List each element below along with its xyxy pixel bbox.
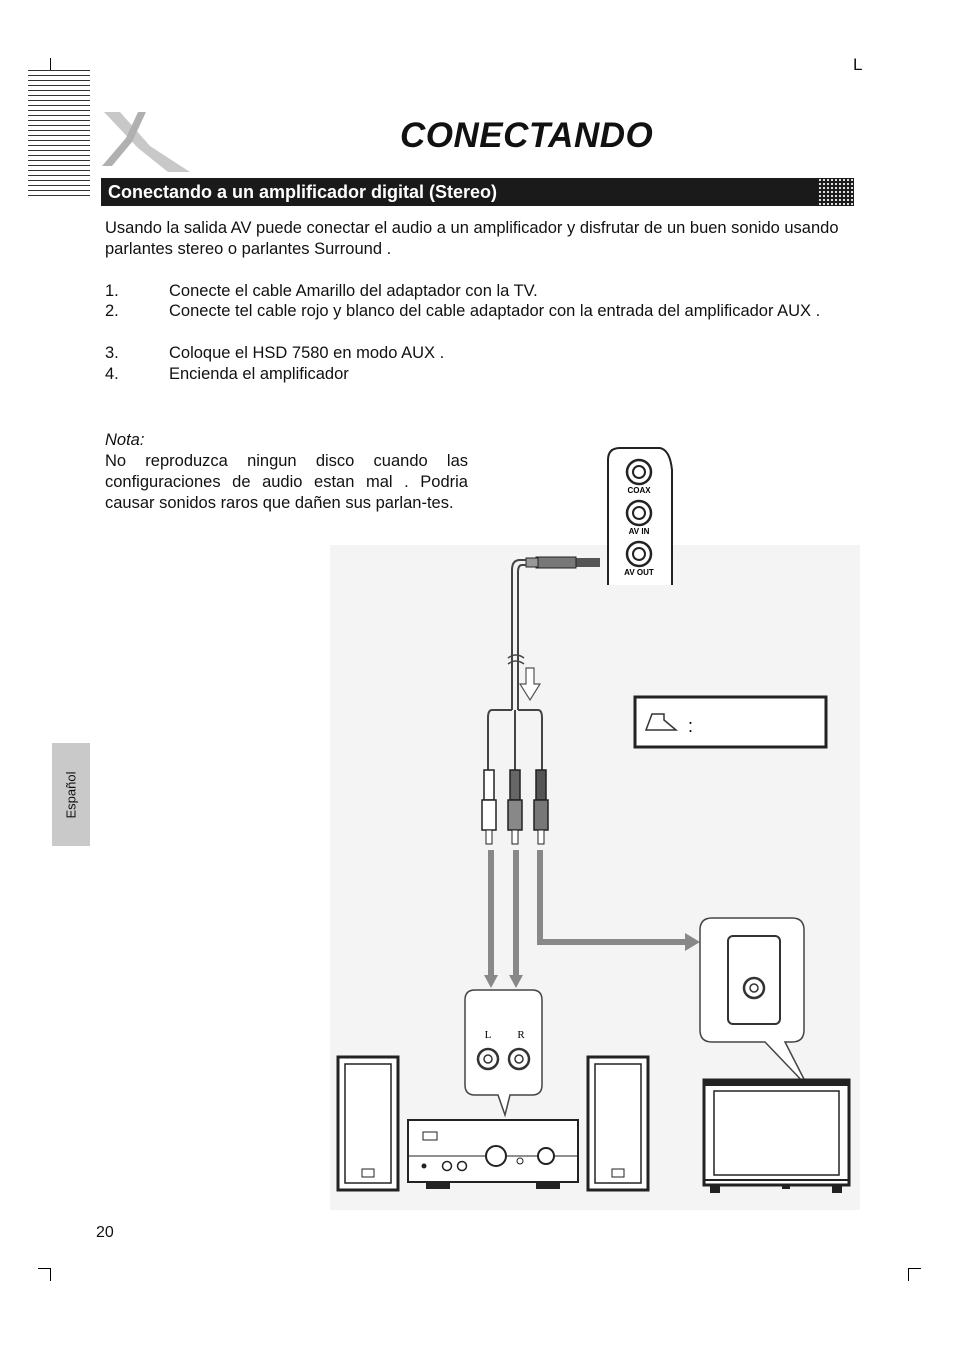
right-speaker-icon	[588, 1057, 648, 1190]
section-heading: Conectando a un amplificador digital (Stereo)	[108, 182, 498, 202]
header-stripes	[28, 70, 90, 200]
step-text: Coloque el HSD 7580 en modo AUX .	[169, 344, 445, 362]
jack-label-av-out: AV OUT	[624, 568, 654, 577]
step-number: 2.	[105, 302, 119, 320]
amplifier-icon	[408, 1120, 578, 1189]
crop-mark-bottom-left	[38, 1268, 51, 1281]
step-number: 3.	[105, 344, 119, 362]
page-number: 20	[96, 1224, 114, 1241]
language-side-tab	[52, 743, 90, 846]
amp-label-right: R	[517, 1029, 525, 1041]
legend-text: :	[688, 716, 694, 736]
connection-diagram	[330, 440, 860, 1210]
note-title: Nota:	[105, 431, 145, 449]
jack-label-av-in: AV IN	[628, 527, 650, 536]
section-bar-dots	[818, 178, 854, 206]
jack-label-coax: COAX	[627, 486, 651, 495]
intro-paragraph: Usando la salida AV puede conectar el audio a un amplificador y disfrutar de un buen sonido usando parlantes stereo o parlantes Surround .	[105, 219, 839, 258]
av-plug	[526, 557, 600, 568]
note-body: No reproduzca ningun disco cuando las configuraciones de audio estan mal . Podria causar sonidos raros que dañen sus parlan-tes.	[105, 452, 468, 512]
section-header-bar	[101, 178, 854, 206]
step-text: Conecte tel cable rojo y blanco del cable adaptador con la entrada del amplificador AUX .	[169, 302, 821, 320]
device-jack-panel	[608, 448, 672, 585]
brand-logo-icon	[98, 108, 198, 178]
corner-mark-top-right: L	[853, 55, 863, 74]
legend-box	[635, 697, 826, 747]
tv-icon	[704, 1080, 849, 1193]
page-title: CONECTANDO	[400, 116, 654, 155]
step-text: Conecte el cable Amarillo del adaptador con la TV.	[169, 282, 538, 300]
step-number: 1.	[105, 282, 119, 300]
step-text: Encienda el amplificador	[169, 365, 349, 383]
language-label: Español	[63, 771, 79, 818]
step-number: 4.	[105, 365, 119, 383]
amp-label-left: L	[484, 1029, 492, 1041]
crop-mark-bottom-right	[908, 1268, 921, 1281]
left-speaker-icon	[338, 1057, 398, 1190]
